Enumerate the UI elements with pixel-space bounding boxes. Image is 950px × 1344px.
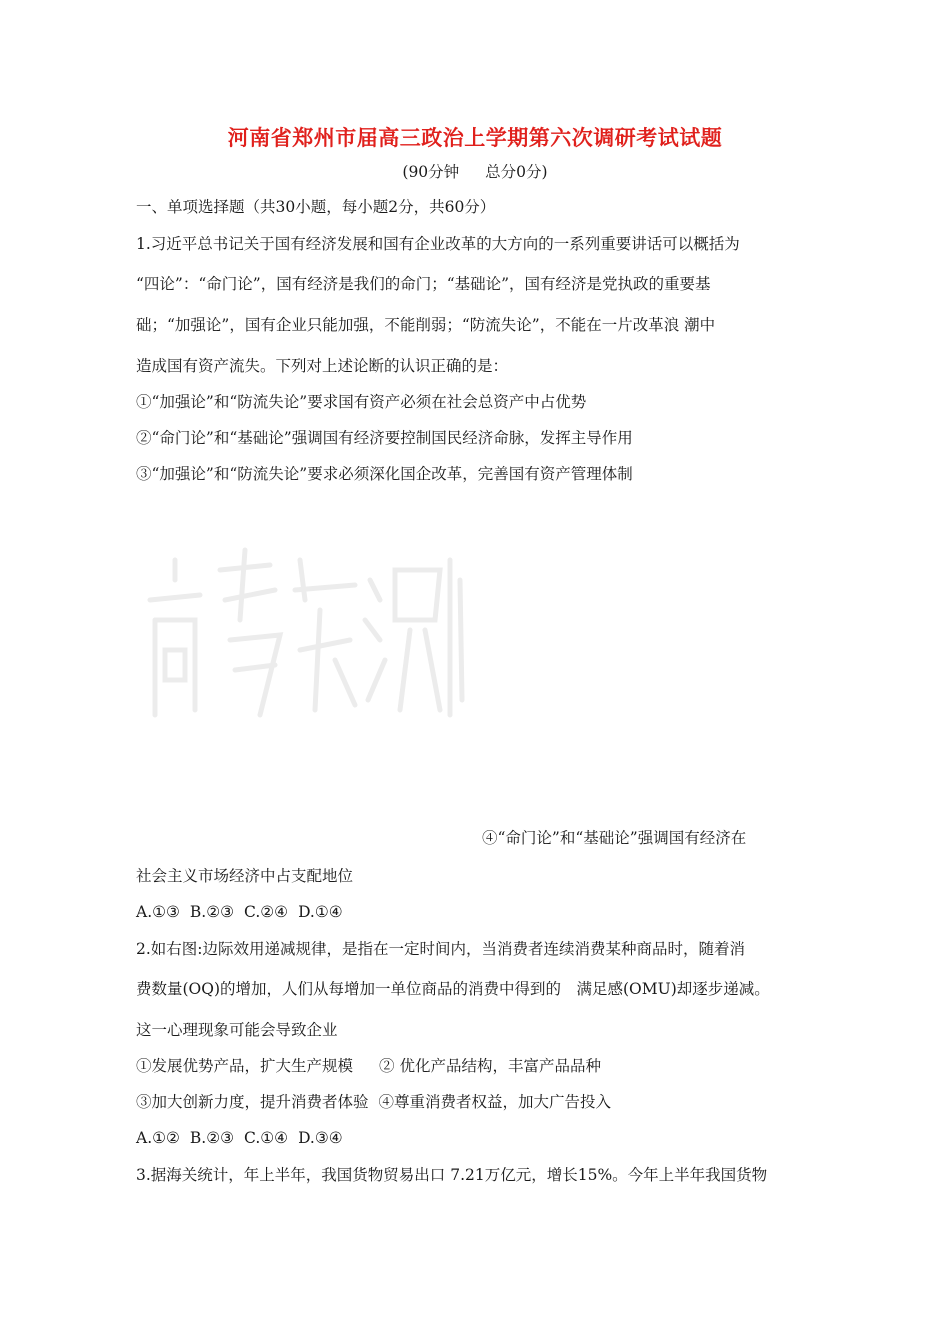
q1-option-3: ③“加强论”和“防流失论”要求必须深化国企改革，完善国有资产管理体制 [136,465,633,483]
q2-option-1: ①发展优势产品，扩大生产规模 [136,1057,354,1075]
q2-answer-d: D.③④ [298,1129,343,1147]
q2-option-2: ② 优化产品结构，丰富产品品种 [379,1057,601,1075]
exam-score: 总分0分) [485,163,548,181]
q2-answer-a: A.①② [136,1129,180,1147]
q2-option-3: ③加大创新力度，提升消费者体验 [136,1093,369,1111]
q1-answer-choices [136,902,343,922]
q1-line-3: 础；“加强论”，国有企业只能加强，不能削弱；“防流失论”，不能在一片改革浪 潮中 [136,316,716,334]
q2-option-4: ④尊重消费者权益，加大广告投入 [378,1093,612,1111]
q1-option-4-part-2: 社会主义市场经济中占支配地位 [136,867,354,885]
q2-line-3: 这一心理现象可能会导致企业 [136,1021,338,1039]
q2-line-1: 2.如右图:边际效用递减规律，是指在一定时间内，当消费者连续消费某种商品时，随着消 [136,940,746,958]
exam-time: (90分钟 [402,163,460,181]
q1-answer-d: D.①④ [298,903,343,921]
watermark-image [140,540,470,730]
q1-option-2: ②“命门论”和“基础论”强调国有经济要控制国民经济命脉，发挥主导作用 [136,429,633,447]
document-title: 河南省郑州市届高三政治上学期第六次调研考试试题 [227,125,723,150]
q3-line-1: 3.据海关统计，年上半年，我国货物贸易出口 7.21万亿元，增长15%。今年上半年我国货物 [136,1166,768,1184]
q1-option-1: ①“加强论”和“防流失论”要求国有资产必须在社会总资产中占优势 [136,393,587,411]
q2-answer-b: B.②③ [189,1129,235,1147]
q1-line-2: “四论”：“命门论”，国有经济是我们的命门；“基础论”，国有经济是党执政的重要基 [136,275,711,293]
q1-option-4-part-1: ④“命门论”和“基础论”强调国有经济在 [482,829,747,847]
q2-options-row-1 [136,1056,601,1076]
section-header: 一、单项选择题（共30小题，每小题2分，共60分） [136,198,496,216]
q1-answer-a: A.①③ [136,903,180,921]
q1-line-4: 造成国有资产流失。下列对上述论断的认识正确的是： [136,357,509,375]
q1-answer-c: C.②④ [244,903,289,921]
q2-line-2: 费数量(OQ)的增加，人们从每增加一单位商品的消费中得到的 满足感(OMU)却逐步递减。 [136,980,770,998]
q1-answer-b: B.②③ [189,903,235,921]
q2-options-row-2 [136,1092,611,1112]
q2-answer-choices [136,1128,343,1148]
q2-answer-c: C.①④ [244,1129,289,1147]
exam-meta [0,162,950,182]
q1-line-1: 1.习近平总书记关于国有经济发展和国有企业改革的大方向的一系列重要讲话可以概括为 [136,235,740,253]
